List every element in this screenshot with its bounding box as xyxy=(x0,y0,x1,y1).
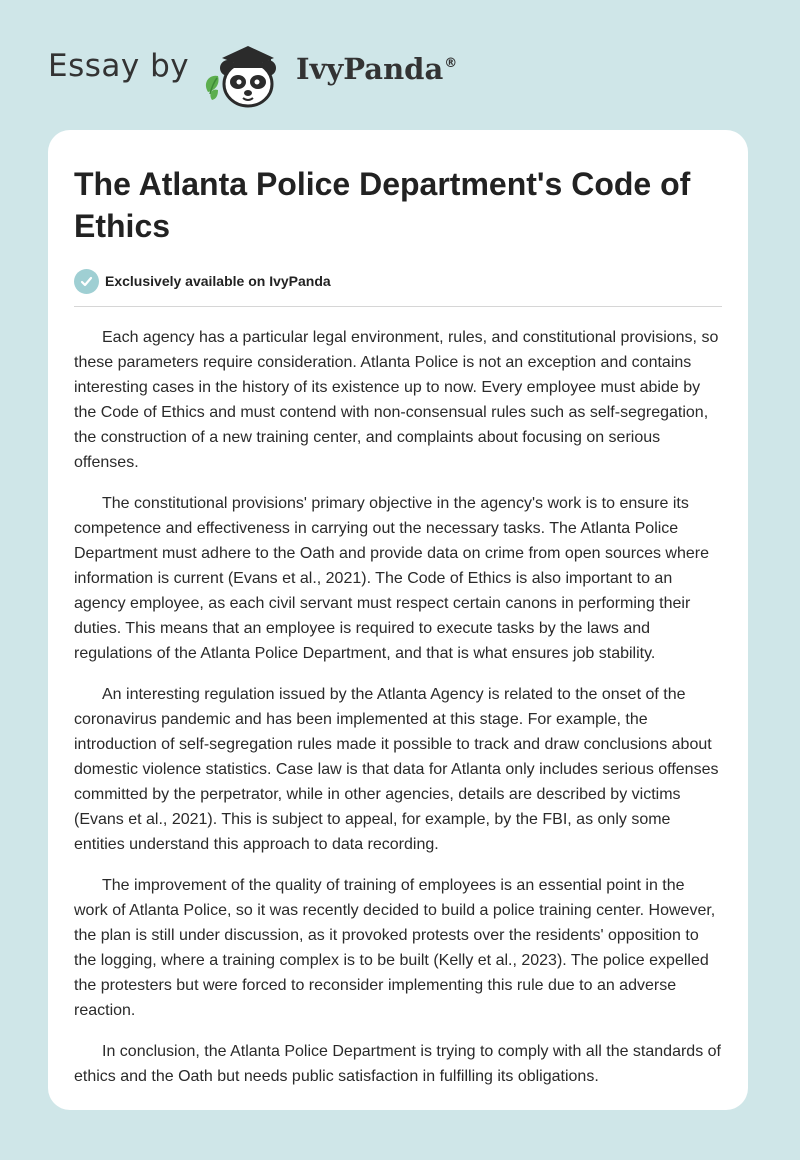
panda-graduate-icon[interactable] xyxy=(200,36,292,110)
page-title: The Atlanta Police Department's Code of Ethics xyxy=(74,166,691,244)
paragraph: In conclusion, the Atlanta Police Department is trying to comply with all the standards of ethics and the Oath but needs public satisfaction in fulfilling its obligations. xyxy=(74,1043,721,1085)
essay-body xyxy=(74,325,722,1089)
badge-label: Exclusively available on IvyPanda xyxy=(105,273,331,289)
paragraph: An interesting regulation issued by the Atlanta Agency is related to the onset of the coronavirus pandemic and has been implemented at this stage. For example, the introduction of self-segregation rules made it possible to track and draw conclusions about domestic violence statistics. Case law is that data for Atlanta only includes serious offenses committed by the perpetrator, while in other agencies, details are described by victims (Evans et al., 2021). This is subject to appeal, for example, by the FBI, as only some entities understand this approach to data recording. xyxy=(74,686,719,853)
brand-prefix: Essay by xyxy=(48,48,190,84)
brand-name[interactable]: IvyPanda® xyxy=(296,52,458,86)
essay-card xyxy=(48,130,748,1110)
site-header xyxy=(0,0,800,130)
paragraph: The improvement of the quality of training of employees is an essential point in the work of Atlanta Police, so it was recently decided to build a police training center. However, the plan is still under discussion, as it provoked protests over the residents' opposition to the logging, where a training complex is to be built (Kelly et al., 2023). The police expelled the protesters but were forced to reconsider implementing this rule due to an adverse reaction. xyxy=(74,877,716,1019)
paragraph: The constitutional provisions' primary objective in the agency's work is to ensure its competence and effectiveness in carrying out the necessary tasks. The Atlanta Police Department must adhere to the Oath and provide data on crime from open sources where information is current (Evans et al., 2021). The Code of Ethics is also important to an agency employee, as each civil servant must respect certain canons in performing their duties. This means that an employee is required to execute tasks by the laws and regulations of the Atlanta Police Department, and that is what ensures job stability. xyxy=(74,495,710,662)
divider xyxy=(74,306,722,307)
exclusive-badge xyxy=(74,267,722,295)
paragraph: Each agency has a particular legal environment, rules, and constitutional provisions, so these parameters require consideration. Atlanta Police is not an exception and contains interesting cases in the history of its existence up to now. Every employee must abide by the Code of Ethics and must contend with non-consensual rules such as self-segregation, the construction of a new training center, and complaints about focusing on serious offenses. xyxy=(74,329,719,471)
check-icon xyxy=(74,269,99,294)
